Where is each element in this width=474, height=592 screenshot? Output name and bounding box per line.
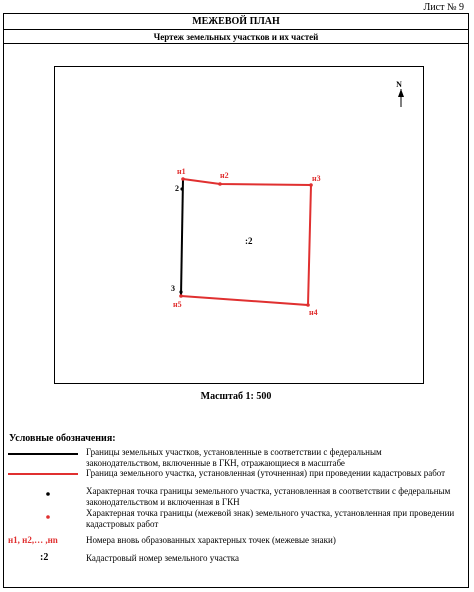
scale-label: Масштаб 1: 500 — [200, 391, 272, 402]
label-n3: н3 — [312, 174, 321, 183]
drawing-area — [54, 66, 424, 384]
cadastral-number-symbol: :2 — [40, 552, 49, 563]
red-line-symbol — [8, 473, 78, 475]
black-line-symbol — [8, 453, 78, 455]
point-n5 — [179, 294, 183, 298]
parcel-label: :2 — [245, 236, 253, 246]
label-n5: н5 — [173, 300, 182, 309]
point-n2 — [218, 182, 222, 186]
legend-text: Граница земельного участка, установленная (уточненная) при проведении кадастровых работ — [86, 468, 446, 478]
legend-text: Номера вновь образованных характерных точек (межевые знаки) — [86, 535, 336, 545]
plan-title: МЕЖЕВОЙ ПЛАН — [4, 14, 468, 30]
label-n2: н2 — [220, 171, 229, 180]
point-n3 — [309, 183, 313, 187]
existing-boundary-line — [181, 179, 183, 296]
black-dot-symbol — [8, 489, 78, 499]
north-arrow-icon — [396, 80, 404, 107]
point-2 — [180, 187, 183, 190]
label-2: 2 — [175, 184, 179, 193]
label-3: 3 — [171, 284, 175, 293]
label-n4: н4 — [309, 308, 318, 317]
north-label: N — [396, 80, 402, 89]
point-n1 — [181, 177, 185, 181]
point-numbers-symbol: н1, н2,… ,нn — [8, 535, 58, 545]
legend-text: Кадастровый номер земельного участка — [86, 553, 239, 563]
point-n4 — [306, 303, 310, 307]
legend-title: Условные обозначения: — [9, 433, 116, 444]
plan-subtitle: Чертеж земельных участков и их частей — [4, 30, 468, 44]
legend-text: Характерная точка границы земельного участка, установленная в соответствии с федеральным законодательством и включенная в ГКН — [86, 486, 451, 507]
label-n1: н1 — [177, 167, 186, 176]
plan-frame — [3, 13, 469, 588]
parcel-drawing — [55, 67, 423, 383]
legend-text: Характерная точка границы (межевой знак) земельного участка, установленная при проведении кадастровых работ — [86, 508, 455, 529]
sheet-number: Лист № 9 — [423, 2, 464, 13]
point-3 — [179, 290, 182, 293]
legend-text: Границы земельных участков, установленные в соответствии с федеральным законодательством, включенные в ГКН, отражающиеся в масштабе — [86, 447, 382, 468]
red-dot-symbol — [8, 512, 78, 522]
